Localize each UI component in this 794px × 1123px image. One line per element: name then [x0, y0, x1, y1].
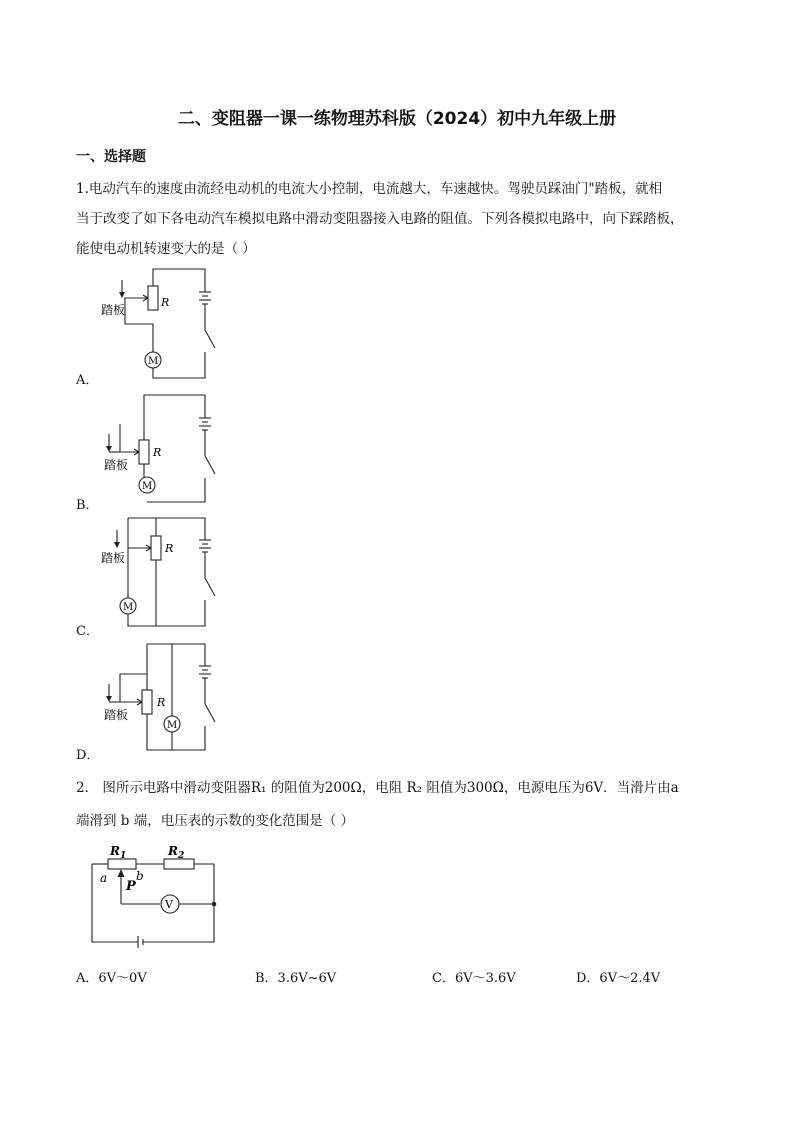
- slider-p-label: P: [126, 879, 136, 894]
- q1-text-line-3: 能使电动机转速变大的是（ ）: [76, 241, 256, 257]
- resistor-label: R: [161, 296, 170, 309]
- motor-label: M: [123, 602, 134, 613]
- circuit-diagram-a: [95, 262, 235, 382]
- option-c-label: C．: [76, 624, 99, 639]
- pedal-label: 踏板: [104, 708, 129, 722]
- terminal-b-label: b: [136, 869, 144, 883]
- pedal-label: 踏板: [101, 303, 126, 317]
- voltmeter-label: V: [165, 898, 173, 911]
- q2-text-line-1: 2． 图所示电路中滑动变阻器R₁ 的阻值为200Ω，电阻 R₂ 阻值为300Ω，电源电压为6V．当滑片由a: [76, 780, 679, 796]
- motor-label: M: [167, 720, 178, 731]
- resistor-label: R: [157, 696, 166, 709]
- resistor-label: R: [165, 542, 174, 555]
- option-b-label: B．: [76, 498, 99, 513]
- q1-text-line-1: 1.电动汽车的速度由流经电动机的电流大小控制，电流越大，车速越快。驾驶员踩油门"踏板，就相: [76, 181, 663, 197]
- r2-subscript: 2: [177, 851, 185, 861]
- r1-subscript: 1: [119, 851, 127, 861]
- q2-option-a: A．6V～0V: [76, 971, 147, 986]
- page-title: 二、变阻器一课一练物理苏科版（2024）初中九年级上册: [177, 109, 617, 129]
- pedal-label: 踏板: [104, 458, 129, 472]
- q2-option-c: C．6V～3.6V: [432, 971, 516, 986]
- pedal-label: 踏板: [101, 551, 126, 565]
- circuit-diagram-b: [95, 388, 235, 508]
- section-heading: 一、选择题: [76, 149, 146, 165]
- q2-option-d: D．6V～2.4V: [576, 971, 661, 986]
- q2-option-b: B．3.6V~6V: [255, 971, 337, 986]
- option-a-label: A．: [76, 373, 99, 388]
- r1-label: R: [110, 844, 120, 858]
- motor-label: M: [148, 356, 159, 367]
- option-d-label: D．: [76, 748, 100, 763]
- resistor-label: R: [153, 446, 162, 459]
- terminal-a-label: a: [100, 871, 108, 885]
- r2-label: R: [168, 844, 178, 858]
- circuit-diagram-q2: [88, 842, 223, 952]
- q2-text-line-2: 端滑到 b 端，电压表的示数的变化范围是（ ）: [76, 813, 355, 829]
- circuit-diagram-d: [95, 640, 235, 760]
- q1-text-line-2: 当于改变了如下各电动汽车模拟电路中滑动变阻器接入电路的阻值。下列各模拟电路中，向下踩踏板，: [76, 211, 684, 227]
- circuit-diagram-c: [95, 514, 235, 634]
- motor-label: M: [142, 481, 153, 492]
